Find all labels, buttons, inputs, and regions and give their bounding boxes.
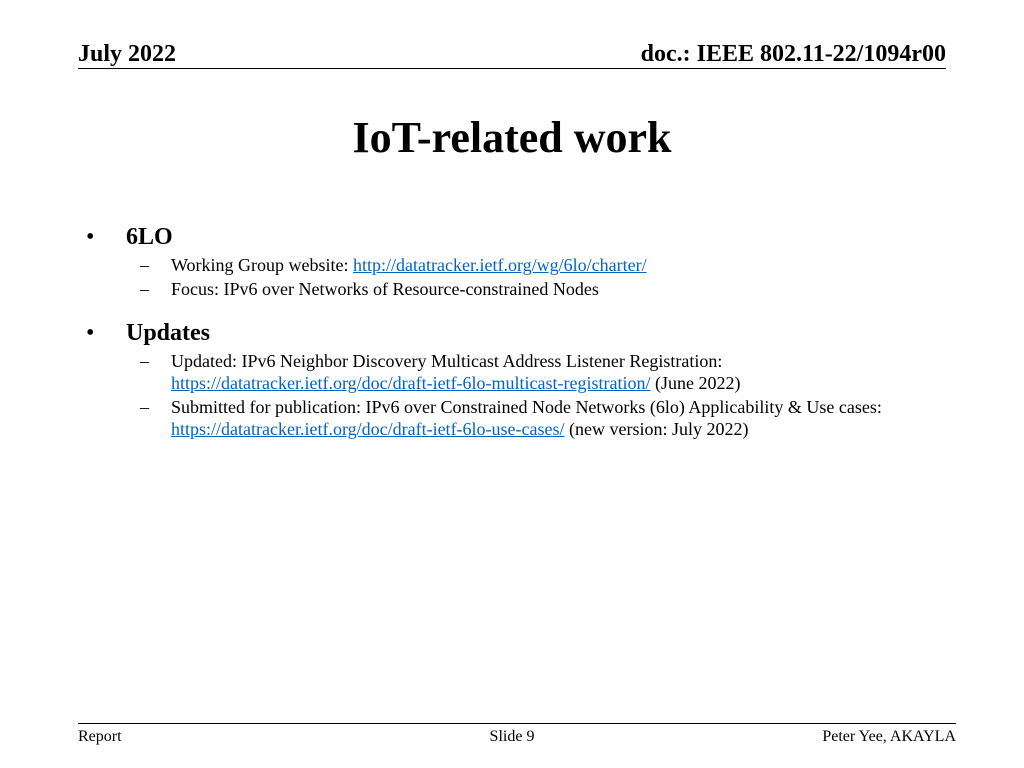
bullet-heading xyxy=(78,318,944,348)
section-6lo xyxy=(78,222,944,300)
section-heading: 6LO xyxy=(126,224,173,250)
slide-title: IoT-related work xyxy=(352,113,672,162)
slide-number: Slide 9 xyxy=(489,728,535,745)
list-item xyxy=(78,350,944,394)
footer-divider xyxy=(78,723,956,724)
list-item xyxy=(78,278,944,300)
footer-author: Peter Yee, AKAYLA xyxy=(822,728,956,745)
footer-left: Report xyxy=(78,728,122,745)
dash-icon: – xyxy=(140,279,149,299)
item-text: Working Group website: xyxy=(171,255,354,275)
bullet-heading xyxy=(78,222,944,252)
bullet-icon: • xyxy=(86,224,95,250)
item-text: Focus: IPv6 over Networks of Resource-constrained Nodes xyxy=(171,279,599,299)
dash-icon: – xyxy=(140,397,149,417)
header-date: July 2022 xyxy=(78,41,177,67)
section-heading: Updates xyxy=(126,320,211,346)
header-divider xyxy=(78,68,946,69)
multicast-registration-link[interactable]: https://datatracker.ietf.org/doc/draft-ietf-6lo-multicast-registration/ xyxy=(171,373,651,393)
use-cases-link[interactable]: https://datatracker.ietf.org/doc/draft-ietf-6lo-use-cases/ xyxy=(171,419,565,439)
dash-icon: – xyxy=(140,351,149,371)
header-doc-id: doc.: IEEE 802.11-22/1094r00 xyxy=(640,41,946,67)
dash-icon: – xyxy=(140,255,149,275)
slide-content xyxy=(78,222,944,458)
wg-website-link[interactable]: http://datatracker.ietf.org/wg/6lo/charter/ xyxy=(353,255,647,275)
list-item xyxy=(78,396,944,440)
item-text: Submitted for publication: IPv6 over Constrained Node Networks (6lo) Applicability & Use cases: xyxy=(171,397,882,417)
item-text: Updated: IPv6 Neighbor Discovery Multicast Address Listener Registration: xyxy=(171,351,723,371)
section-updates xyxy=(78,318,944,440)
item-text-after: (June 2022) xyxy=(650,373,741,393)
list-item xyxy=(78,254,944,276)
bullet-icon: • xyxy=(86,320,95,346)
item-text-after: (new version: July 2022) xyxy=(564,419,749,439)
